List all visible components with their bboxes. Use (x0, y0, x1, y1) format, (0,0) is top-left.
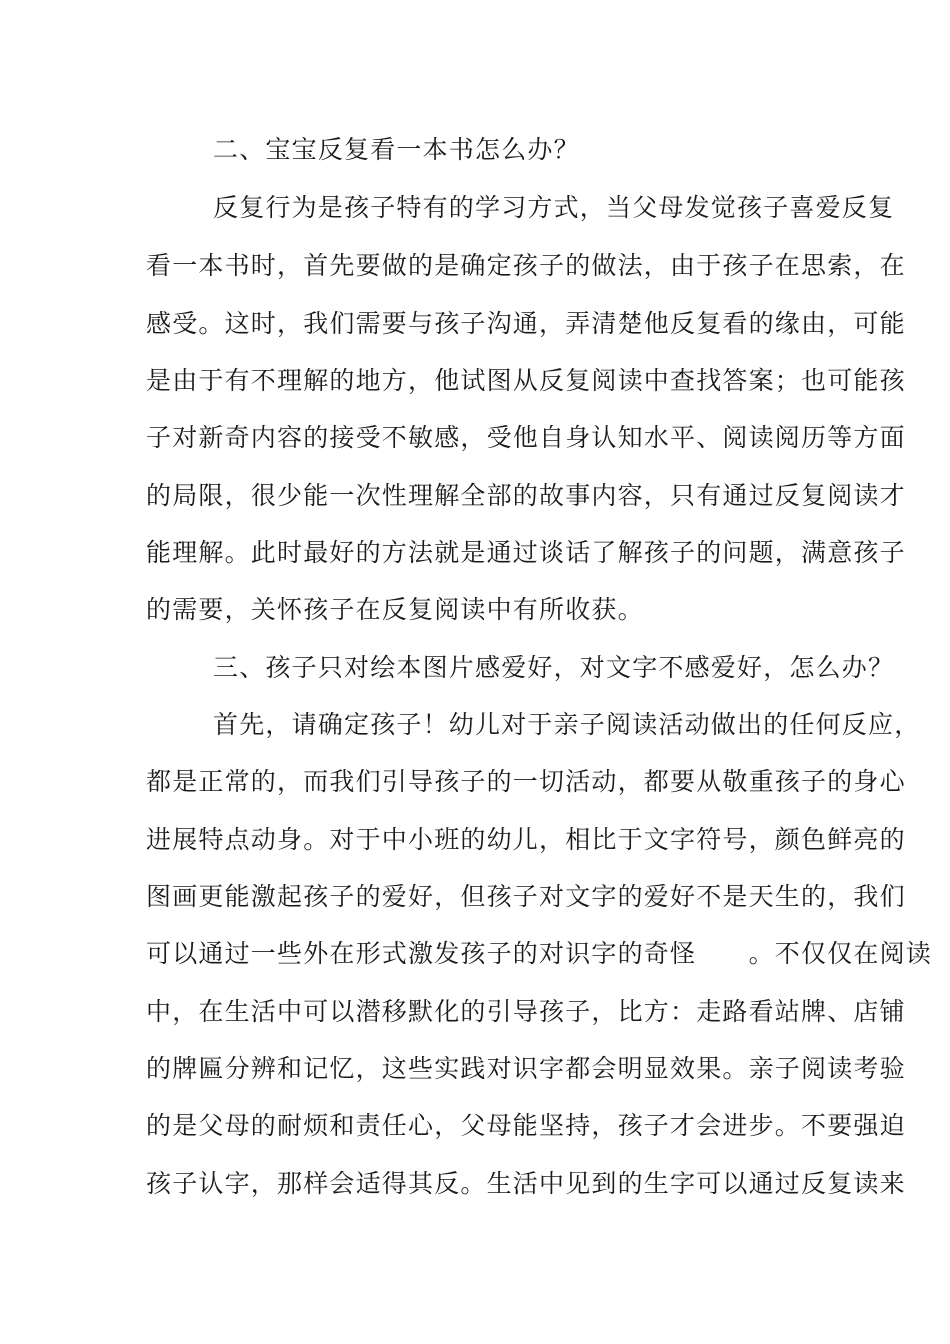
paragraph-line: 中，在生活中可以潜移默化的引导孩子，比方：走路看站牌、店铺 (146, 997, 906, 1026)
paragraph-line: 的需要，关怀孩子在反复阅读中有所收获。 (146, 595, 644, 624)
paragraph-line: 能理解。此时最好的方法就是通过谈话了解孩子的问题，满意孩子 (146, 538, 906, 567)
paragraph-line: 图画更能激起孩子的爱好，但孩子对文字的爱好不是天生的，我们 (146, 882, 906, 911)
paragraph-line: 的牌匾分辨和记忆，这些实践对识字都会明显效果。亲子阅读考验 (146, 1054, 906, 1083)
paragraph-line: 的局限，很少能一次性理解全部的故事内容，只有通过反复阅读才 (146, 481, 906, 510)
paragraph-line: 首先，请确定孩子！幼儿对于亲子阅读活动做出的任何反应， (213, 710, 921, 739)
paragraph-line: 可以通过一些外在形式激发孩子的对识字的奇怪 。不仅仅在阅读 (146, 939, 933, 968)
paragraph-line: 是由于有不理解的地方，他试图从反复阅读中查找答案；也可能孩 (146, 366, 906, 395)
paragraph-line: 进展特点动身。对于中小班的幼儿，相比于文字符号，颜色鲜亮的 (146, 825, 906, 854)
paragraph-line: 的是父母的耐烦和责任心，父母能坚持，孩子才会进步。不要强迫 (146, 1111, 906, 1140)
paragraph-line: 孩子认字，那样会适得其反。生活中见到的生字可以通过反复读来 (146, 1169, 906, 1198)
paragraph-line: 看一本书时，首先要做的是确定孩子的做法，由于孩子在思索，在 (146, 251, 906, 280)
paragraph-line: 感受。这时，我们需要与孩子沟通，弄清楚他反复看的缘由，可能 (146, 309, 906, 338)
section-heading-3: 三、孩子只对绘本图片感爱好，对文字不感爱好，怎么办？ (213, 653, 895, 682)
paragraph-line: 反复行为是孩子特有的学习方式，当父母发觉孩子喜爱反复 (213, 193, 895, 222)
paragraph-line: 子对新奇内容的接受不敏感，受他自身认知水平、阅读阅历等方面 (146, 423, 906, 452)
paragraph-line: 都是正常的，而我们引导孩子的一切活动，都要从敬重孩子的身心 (146, 767, 906, 796)
section-heading-2: 二、宝宝反复看一本书怎么办？ (213, 135, 580, 164)
